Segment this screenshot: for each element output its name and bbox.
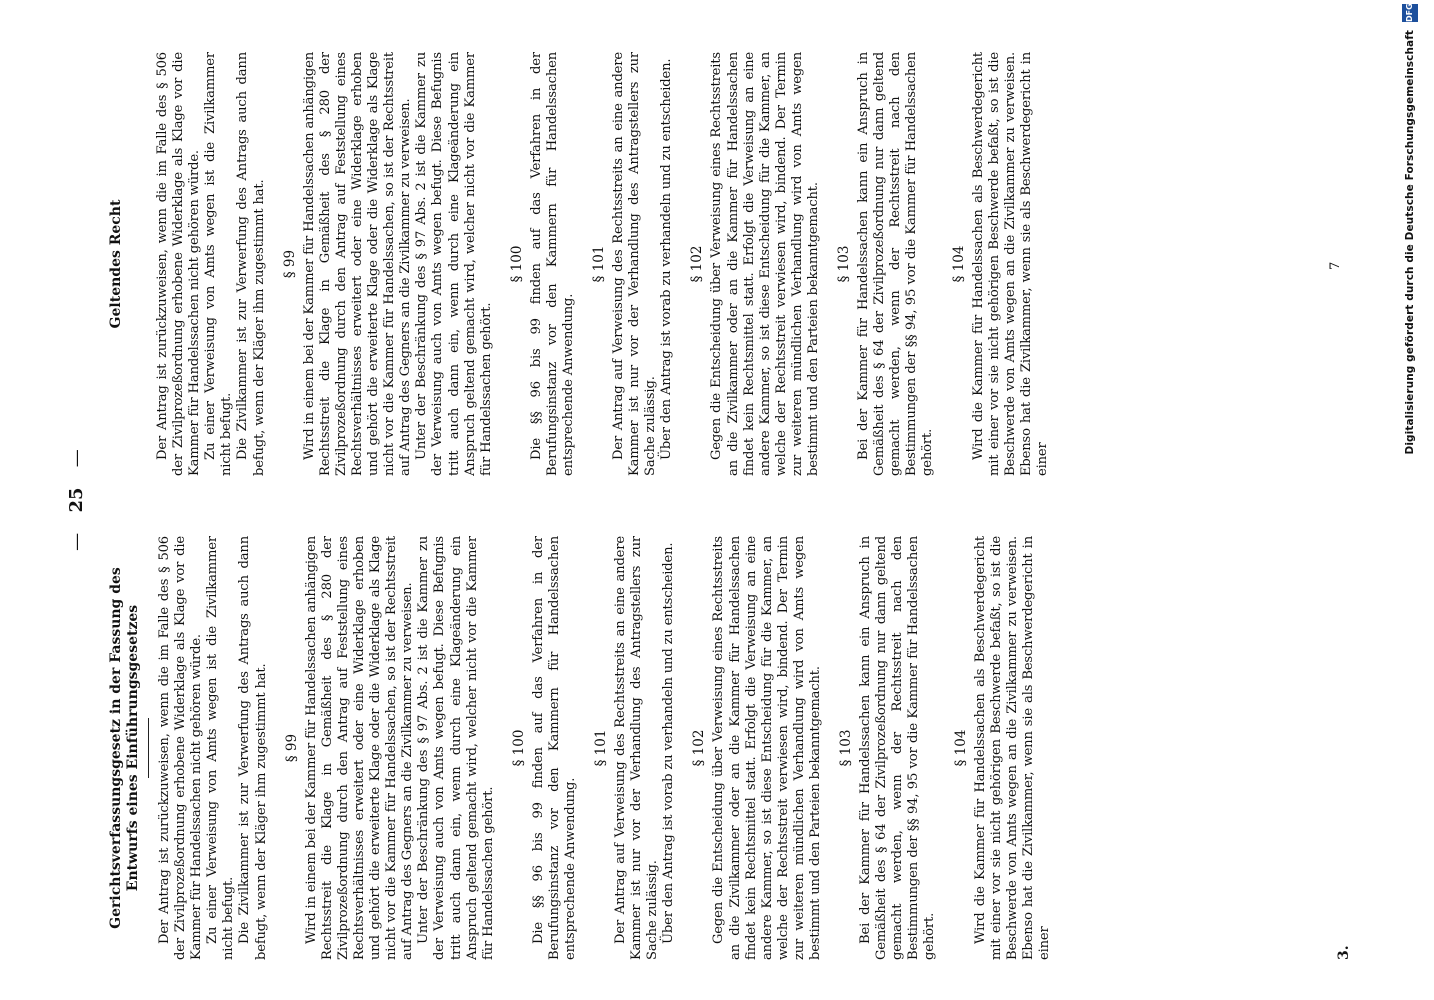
- paragraph: Gegen die Entscheidung über Verweisung eines Rechtsstreits an die Zivilkammer oder an die Kammer für Handelssachen findet kein Rechtsmittel statt. Erfolgt die Verweisung an eine andere Kammer, so ist diese Entscheidung für die Kammer, an welche der Rechtsstreit verwiesen wird, bindend. Der Termin zur weiteren mündlichen Verhandlung wird von Amts wegen bestimmt und den Parteien bekanntgemacht.: [709, 52, 821, 476]
- section-heading: § 101: [593, 729, 610, 767]
- header-dash-right: —: [66, 449, 87, 468]
- paragraph: Wird in einem bei der Kammer für Handelssachen anhängigen Rechtsstreit die Klage in Gemäßheit des § 280 der Zivilprozeßordnung durch den Antrag auf Feststellung eines Rechtsverhältnisses erweitert oder eine Widerklage erhoben und gehört die erweiterte Klage oder die Widerklage als Klage nicht vor die Kammer für Handelssachen, so ist der Rechtsstreit auf Antrag des Gegners an die Zivilkammer zu verweisen.: [303, 536, 416, 960]
- section-heading: § 103: [838, 729, 855, 767]
- paragraph: Die Zivilkammer ist zur Verwerfung des Antrags auch dann befugt, wenn der Kläger ihm zugestimmt hat.: [237, 536, 269, 960]
- paragraph: Wird die Kammer für Handelssachen als Beschwerdegericht mit einer vor sie nicht gehörigen Beschwerde befaßt, so ist die Beschwerde von Amts wegen an die Zivilkammer zu verweisen. Ebenso hat die Zivilkammer, wenn sie als Beschwerdegericht in einer: [970, 52, 1050, 476]
- paragraph: Der Antrag auf Verweisung des Rechtsstreits an eine andere Kammer ist nur vor der Verhandlung des Antragstellers zur Sache zulässig.: [613, 536, 661, 960]
- right-column-title: Geltendes Recht: [108, 199, 124, 329]
- paragraph: Über den Antrag ist vorab zu verhandeln und zu entscheiden.: [661, 542, 677, 944]
- paragraph: Über den Antrag ist vorab zu verhandeln und zu entscheiden.: [659, 58, 675, 460]
- paragraph: Wird in einem bei der Kammer für Handelssachen anhängigen Rechtsstreit die Klage in Gemäßheit des § 280 der Zivilprozeßordnung durch den Antrag auf Feststellung eines Rechtsverhältnisses erweitert oder eine Widerklage erhoben und gehört die erweiterte Klage oder die Widerklage als Klage nicht vor die Kammer für Handelssachen, so ist der Rechtsstreit auf Antrag des Gegners an die Zivilkammer zu verweisen.: [301, 52, 414, 476]
- section-heading: § 103: [836, 245, 853, 283]
- paragraph: Der Antrag ist zurückzuweisen, wenn die im Falle des § 506 der Zivilprozeßordnung erhobene Widerklage als Klage vor die Kammer für Handelssachen nicht gehören würde.: [155, 52, 203, 476]
- section-heading: § 104: [950, 245, 967, 283]
- section-heading: § 102: [689, 245, 706, 283]
- header-dash-left: —: [66, 532, 87, 551]
- paragraph: Der Antrag ist zurückzuweisen, wenn die im Falle des § 506 der Zivilprozeßordnung erhobene Widerklage als Klage vor die Kammer für Handelssachen nicht gehören würde.: [157, 536, 205, 960]
- section-heading: § 100: [508, 245, 525, 283]
- paragraph: Die §§ 96 bis 99 finden auf das Verfahren in der Berufungsinstanz vor den Kammern für Handelssachen entsprechende Anwendung.: [528, 52, 576, 476]
- dfg-logo: DFG: [1402, 4, 1418, 22]
- section-heading: § 99: [283, 733, 300, 763]
- paragraph: Bei der Kammer für Handelssachen kann ein Anspruch in Gemäßheit des § 64 der Zivilprozeßordnung nur dann geltend gemacht werden, wenn der Rechtsstreit nach den Bestimmungen der §§ 94, 95 vor die Kammer für Handelssachen gehört.: [856, 52, 936, 476]
- paragraph: Die §§ 96 bis 99 finden auf das Verfahren in der Berufungsinstanz vor den Kammern für Handelssachen entsprechende Anwendung.: [530, 536, 578, 960]
- footer-number: 7: [1328, 261, 1343, 270]
- page-number: 25: [66, 487, 87, 513]
- paragraph: Unter der Beschränkung des § 97 Abs. 2 ist die Kammer zu der Verweisung auch von Amts wegen befugt. Diese Befugnis tritt auch dann ein, wenn durch eine Klageänderung ein Anspruch geltend gemacht wird, welcher nicht vor die Kammer für Handelssachen gehört.: [414, 52, 494, 476]
- section-heading: § 99: [281, 249, 298, 279]
- left-column-title: Gerichtsverfassungsgesetz in der Fassung des Entwurfs eines Einführungsgesetzes: [108, 567, 141, 929]
- paragraph: Wird die Kammer für Handelssachen als Beschwerdegericht mit einer vor sie nicht gehörigen Beschwerde befaßt, so ist die Beschwerde von Amts wegen an die Zivilkammer zu verweisen. Ebenso hat die Zivilkammer, wenn sie als Beschwerdegericht in einer: [972, 536, 1052, 960]
- paragraph: Unter der Beschränkung des § 97 Abs. 2 ist die Kammer zu der Verweisung auch von Amts wegen befugt. Diese Befugnis tritt auch dann ein, wenn durch eine Klageänderung ein Anspruch geltend gemacht wird, welcher nicht vor die Kammer für Handelssachen gehört.: [416, 536, 496, 960]
- title-rule: [148, 718, 149, 778]
- paragraph: Zu einer Verweisung von Amts wegen ist die Zivilkammer nicht befugt.: [203, 52, 235, 476]
- signature-mark: 3.: [1336, 945, 1352, 960]
- paragraph: Gegen die Entscheidung über Verweisung eines Rechtsstreits an die Zivilkammer oder an die Kammer für Handelssachen findet kein Rechtsmittel statt. Erfolgt die Verweisung an eine andere Kammer, so ist diese Entscheidung für die Kammer, an welche der Rechtsstreit verwiesen wird, bindend. Der Termin zur weiteren mündlichen Verhandlung wird von Amts wegen bestimmt und den Parteien bekanntgemacht.: [711, 536, 823, 960]
- page-header: [66, 0, 87, 1000]
- right-column: [108, 52, 1318, 476]
- digitization-credit: Digitalisierung gefördert durch die Deutsche Forschungsgemeinschaft: [1404, 30, 1416, 455]
- section-heading: § 102: [691, 729, 708, 767]
- section-heading: § 101: [591, 245, 608, 283]
- paragraph: Der Antrag auf Verweisung des Rechtsstreits an eine andere Kammer ist nur vor der Verhandlung des Antragstellers zur Sache zulässig.: [611, 52, 659, 476]
- paragraph: Bei der Kammer für Handelssachen kann ein Anspruch in Gemäßheit des § 64 der Zivilprozeßordnung nur dann geltend gemacht werden, wenn der Rechtsstreit nach den Bestimmungen der §§ 94, 95 vor die Kammer für Handelssachen gehört.: [858, 536, 938, 960]
- paragraph: Zu einer Verweisung von Amts wegen ist die Zivilkammer nicht befugt.: [205, 536, 237, 960]
- digitization-credit-bar: [1390, 0, 1430, 1000]
- section-heading: § 104: [952, 729, 969, 767]
- paragraph: Die Zivilkammer ist zur Verwerfung des Antrags auch dann befugt, wenn der Kläger ihm zugestimmt hat.: [235, 52, 267, 476]
- section-heading: § 100: [510, 729, 527, 767]
- left-column: [108, 536, 1318, 960]
